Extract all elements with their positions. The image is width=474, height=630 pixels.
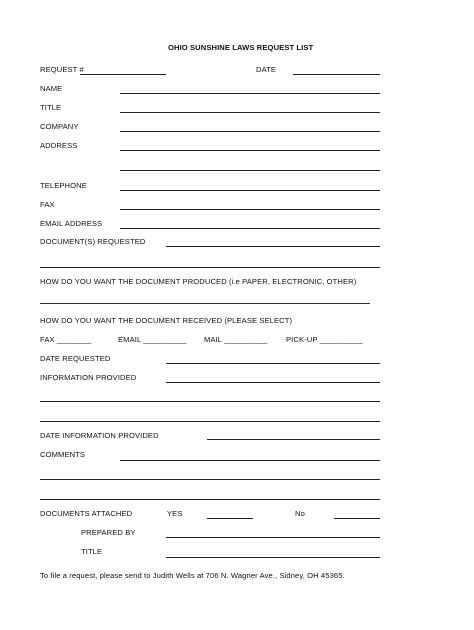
preparer-title-field[interactable] — [166, 557, 380, 558]
information-provided-label: INFORMATION PROVIDED — [40, 373, 137, 382]
form-title: OHIO SUNSHINE LAWS REQUEST LIST — [168, 43, 314, 52]
telephone-field[interactable] — [120, 190, 380, 191]
request-number-label: REQUEST # — [40, 65, 84, 74]
email-field[interactable] — [120, 228, 380, 229]
title-label: TITLE — [40, 103, 62, 112]
telephone-label: TELEPHONE — [40, 181, 87, 190]
email-label: EMAIL ADDRESS — [40, 219, 103, 228]
comments-label: COMMENTS — [40, 450, 86, 459]
date-label: DATE — [256, 65, 277, 74]
address-label: ADDRESS — [40, 141, 78, 150]
no-label: No — [295, 509, 305, 518]
date-field[interactable] — [293, 74, 380, 75]
company-field[interactable] — [120, 131, 380, 132]
name-label: NAME — [40, 84, 63, 93]
yes-label: YES — [167, 509, 183, 518]
request-number-field[interactable] — [80, 74, 166, 75]
preparer-title-label: TITLE — [81, 547, 103, 556]
title-field[interactable] — [120, 112, 380, 113]
address-field-line-2[interactable] — [120, 170, 380, 171]
produced-question: HOW DO YOU WANT THE DOCUMENT PRODUCED (i.e PAPER, ELECTRONIC, OTHER) — [40, 277, 357, 286]
date-requested-field[interactable] — [166, 363, 380, 364]
name-field[interactable] — [120, 93, 380, 94]
fax-field[interactable] — [120, 209, 380, 210]
email-option[interactable]: EMAIL __________ — [118, 335, 187, 344]
mail-option[interactable]: MAIL __________ — [204, 335, 268, 344]
date-information-provided-label: DATE INFORMATION PROVIDED — [40, 431, 159, 440]
footer-instructions: To file a request, please send to Judith Wells at 706 N. Wagner Ave., Sidney, OH 45365. — [40, 571, 345, 580]
pickup-option[interactable]: PICK-UP __________ — [286, 335, 363, 344]
information-provided-field-line-2[interactable] — [40, 401, 380, 402]
information-provided-field-line-3[interactable] — [40, 421, 380, 422]
yes-field[interactable] — [207, 518, 253, 519]
comments-field-line-1[interactable] — [120, 460, 380, 461]
company-label: COMPANY — [40, 122, 79, 131]
prepared-by-label: PREPARED BY — [81, 528, 136, 537]
prepared-by-field[interactable] — [166, 537, 380, 538]
comments-field-line-3[interactable] — [40, 499, 380, 500]
date-requested-label: DATE REQUESTED — [40, 354, 111, 363]
documents-requested-field-line-1[interactable] — [166, 246, 380, 247]
fax-option[interactable]: FAX ________ — [40, 335, 92, 344]
fax-label: FAX — [40, 200, 55, 209]
produced-answer-field[interactable] — [40, 303, 370, 304]
no-field[interactable] — [334, 518, 380, 519]
documents-attached-label: DOCUMENTS ATTACHED — [40, 509, 133, 518]
date-information-provided-field[interactable] — [207, 439, 380, 440]
address-field-line-1[interactable] — [120, 150, 380, 151]
documents-requested-label: DOCUMENT(S) REQUESTED — [40, 237, 146, 246]
documents-requested-field-line-2[interactable] — [40, 267, 380, 268]
information-provided-field-line-1[interactable] — [166, 382, 380, 383]
received-question: HOW DO YOU WANT THE DOCUMENT RECEIVED (PLEASE SELECT) — [40, 316, 293, 325]
comments-field-line-2[interactable] — [40, 479, 380, 480]
